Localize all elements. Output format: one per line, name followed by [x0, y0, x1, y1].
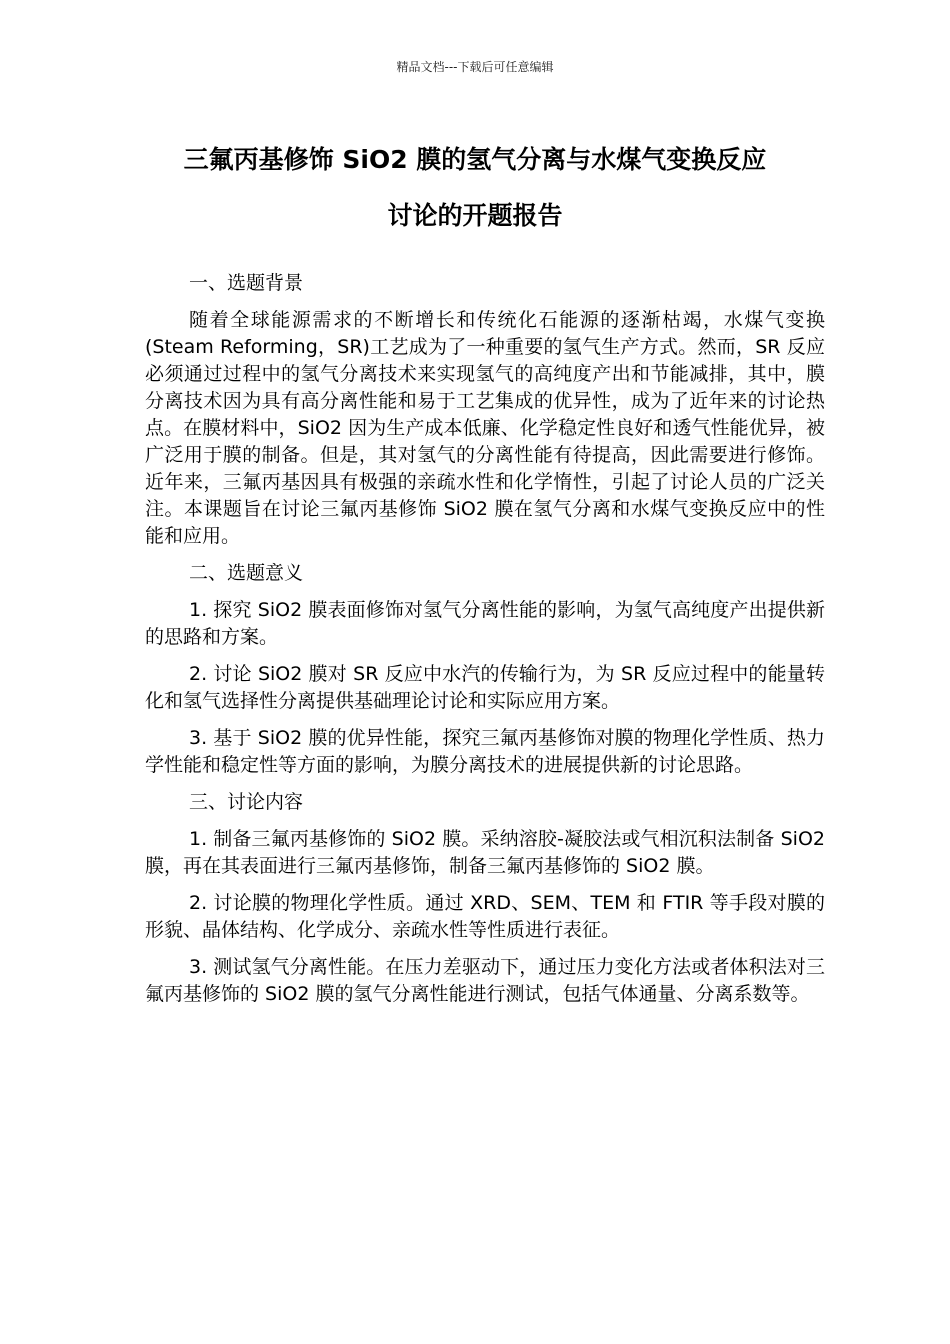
document-body: [145, 270, 825, 1018]
significance-item: 2. 讨论 SiO2 膜对 SR 反应中水汽的传输行为，为 SR 反应过程中的能量转化和氢气选择性分离提供基础理论讨论和实际应用方案。: [145, 663, 825, 712]
background-paragraph: 随着全球能源需求的不断增长和传统化石能源的逐渐枯竭，水煤气变换(Steam Reforming，SR)工艺成为了一种重要的氢气生产方式。然而，SR 反应必须通过过程中的氢气分离技术来实现氢气的高纯度产出和节能减排，其中，膜分离技术因为具有高分离性能和易于工艺集成的优异性，成为了近年来的讨论热点。在膜材料中，SiO2 因为生产成本低廉、化学稳定性良好和透气性能优异，被广泛用于膜的制备。但是，其对氢气的分离性能有待提高，因此需要进行修饰。近年来，三氟丙基因具有极强的亲疏水性和化学惰性，引起了讨论人员的广泛关注。本课题旨在讨论三氟丙基修饰 SiO2 膜在氢气分离和水煤气变换反应中的性能和应用。: [145, 309, 825, 547]
section-heading-content: 三、讨论内容: [189, 791, 304, 813]
significance-item: 3. 基于 SiO2 膜的优异性能，探究三氟丙基修饰对膜的物理化学性质、热力学性能和稳定性等方面的影响，为膜分离技术的进展提供新的讨论思路。: [145, 727, 825, 776]
significance-item: 1. 探究 SiO2 膜表面修饰对氢气分离性能的影响，为氢气高纯度产出提供新的思路和方案。: [145, 599, 825, 648]
content-item: 1. 制备三氟丙基修饰的 SiO2 膜。采纳溶胶-凝胶法或气相沉积法制备 SiO2 膜，再在其表面进行三氟丙基修饰，制备三氟丙基修饰的 SiO2 膜。: [145, 828, 825, 877]
content-item: 3. 测试氢气分离性能。在压力差驱动下，通过压力变化方法或者体积法对三氟丙基修饰的 SiO2 膜的氢气分离性能进行测试，包括气体通量、分离系数等。: [145, 956, 825, 1005]
page-header: 精品文档---下载后可任意编辑: [396, 60, 554, 74]
section-heading-significance: 二、选题意义: [189, 562, 304, 584]
document-title-line-1: 三氟丙基修饰 SiO2 膜的氢气分离与水煤气变换反应: [183, 145, 767, 174]
section-heading-background: 一、选题背景: [189, 272, 304, 294]
content-item: 2. 讨论膜的物理化学性质。通过 XRD、SEM、TEM 和 FTIR 等手段对膜的形貌、晶体结构、化学成分、亲疏水性等性质进行表征。: [145, 892, 825, 941]
document-title-line-2: 讨论的开题报告: [387, 201, 563, 230]
